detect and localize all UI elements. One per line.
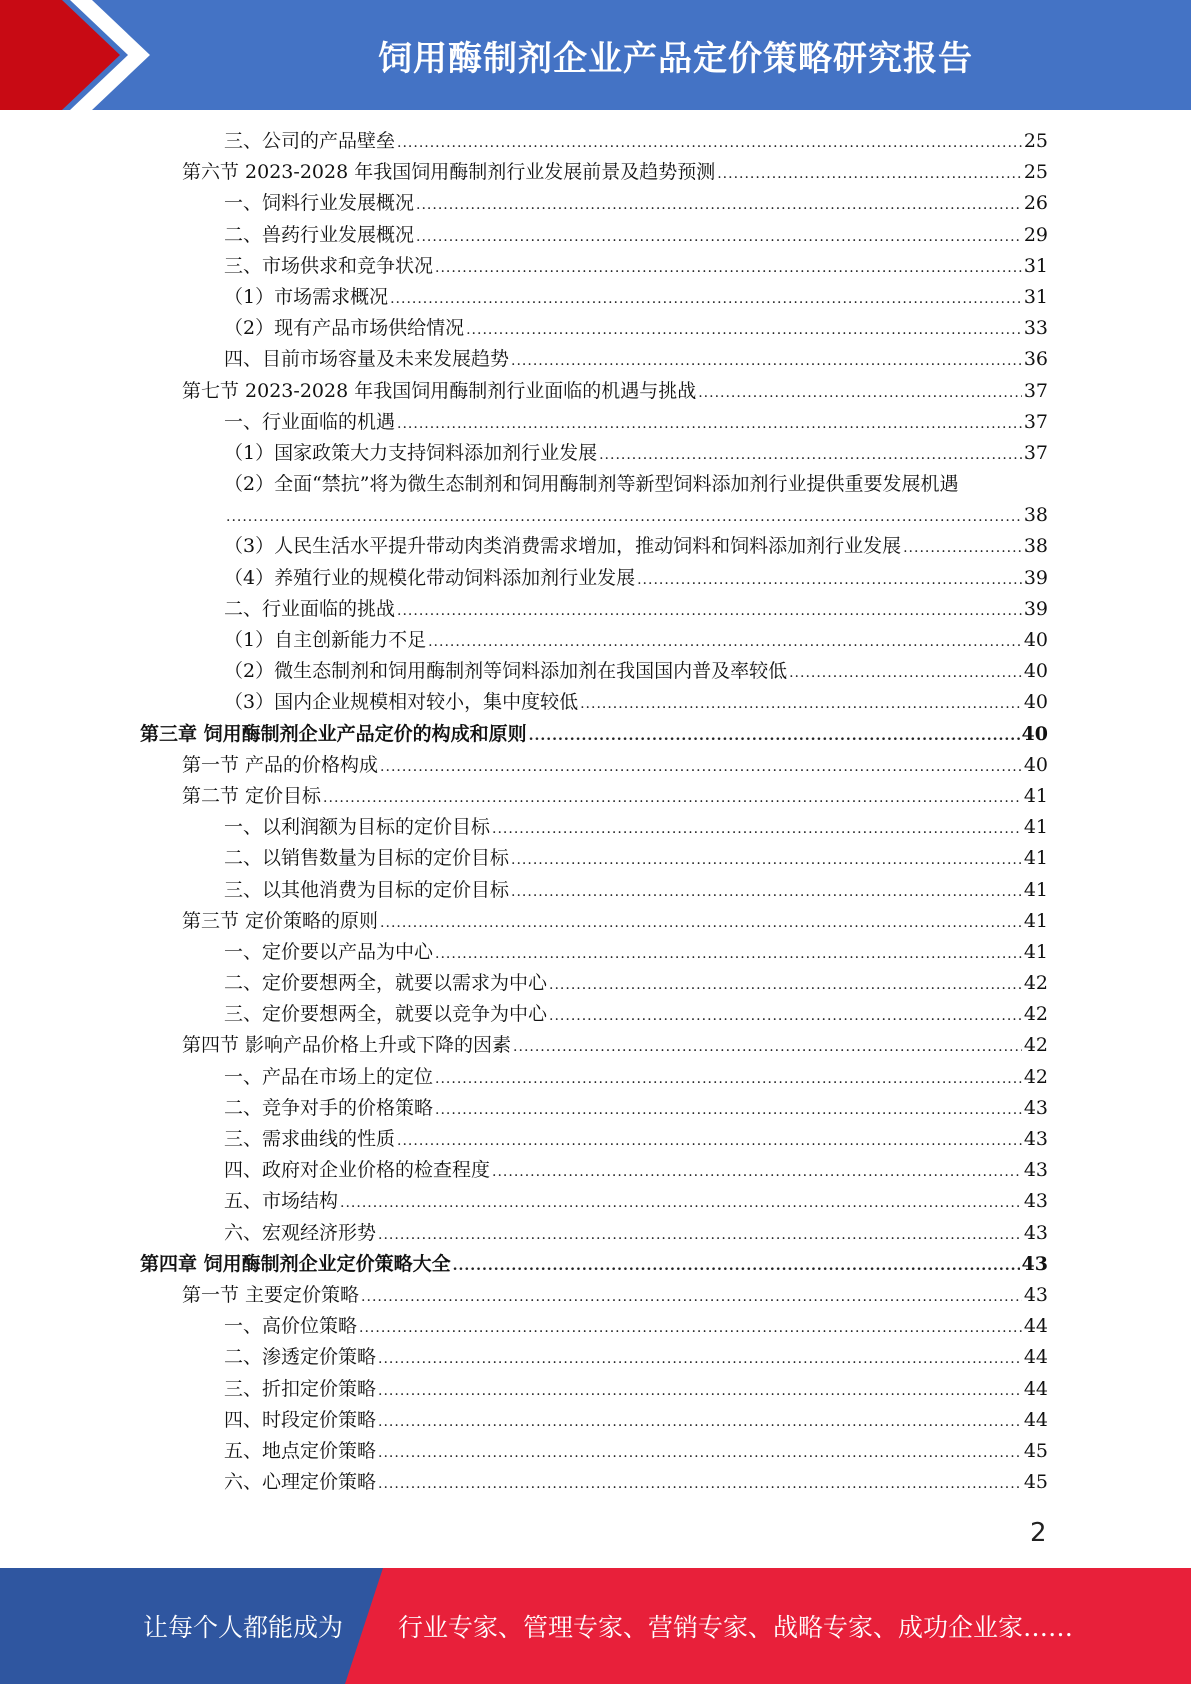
toc-leader-dots: [378, 1469, 1022, 1500]
toc-page-number: 41: [1023, 847, 1048, 870]
toc-page-number: 39: [1023, 597, 1048, 620]
toc-page-number: 41: [1023, 909, 1048, 932]
toc-page-number: 41: [1023, 878, 1048, 901]
toc-entry[interactable]: [140, 438, 1048, 469]
toc-leader-dots: [453, 1251, 1020, 1282]
toc-entry-text: 二、渗透定价策略: [224, 1346, 377, 1369]
toc-leader-dots: [789, 658, 1022, 689]
toc-entry-text: 一、饲料行业发展概况: [224, 192, 415, 215]
toc-leader-dots: [359, 1313, 1022, 1344]
toc-leader-dots: [380, 752, 1022, 783]
toc-page-number: 37: [1023, 379, 1048, 402]
toc-leader-dots: [529, 721, 1020, 752]
toc-entry-text: 一、产品在市场上的定位: [224, 1065, 434, 1088]
toc-page-number: 26: [1023, 192, 1048, 215]
toc-leader-dots: [397, 409, 1022, 440]
page-number: 2: [1030, 1518, 1047, 1548]
toc-entry-text: 一、以利润额为目标的定价目标: [224, 816, 491, 839]
toc-entry[interactable]: [140, 126, 1048, 157]
toc-entry-text: 二、定价要想两全，就要以需求为中心: [224, 972, 548, 995]
toc-entry-text: 第六节 2023-2028 年我国饲用酶制剂行业发展前景及趋势预测: [182, 161, 716, 184]
toc-entry-text: （2）全面“禁抗”将为微生态制剂和饲用酶制剂等新型饲料添加剂行业提供重要发展机遇: [224, 473, 959, 496]
toc-entry[interactable]: [140, 1030, 1048, 1061]
toc-entry[interactable]: [140, 1249, 1048, 1280]
toc-page-number: 44: [1023, 1377, 1048, 1400]
toc-entry-text: 一、高价位策略: [224, 1315, 358, 1338]
toc-page-number: 37: [1023, 441, 1048, 464]
toc-entry-text: 三、定价要想两全，就要以竞争为中心: [224, 1003, 548, 1026]
toc-entry-text: 第一节 产品的价格构成: [182, 753, 379, 776]
toc-leader-dots: [416, 222, 1022, 253]
toc-entry[interactable]: [140, 875, 1048, 906]
toc-entry[interactable]: [140, 968, 1048, 999]
toc-leader-dots: [428, 627, 1022, 658]
toc-entry[interactable]: [140, 999, 1048, 1030]
toc-page-number: 40: [1021, 722, 1048, 745]
toc-leader-dots: [717, 159, 1022, 190]
toc-page-number: 33: [1023, 317, 1048, 340]
toc-entry[interactable]: [140, 344, 1048, 375]
toc-entry[interactable]: [140, 906, 1048, 937]
toc-entry[interactable]: [140, 1342, 1048, 1373]
toc-page-number: 40: [1023, 753, 1048, 776]
toc-leader-dots: [492, 1157, 1022, 1188]
toc-entry-text: 第三章 饲用酶制剂企业产品定价的构成和原则: [140, 722, 527, 745]
toc-leader-dots: [361, 1282, 1022, 1313]
toc-page-number: 37: [1023, 410, 1048, 433]
toc-page-number: 42: [1023, 1003, 1048, 1026]
toc-entry-text: 四、时段定价策略: [224, 1408, 377, 1431]
toc-entry-text: 二、以销售数量为目标的定价目标: [224, 847, 510, 870]
toc-entry-text: 第一节 主要定价策略: [182, 1283, 360, 1306]
toc-page-number: 36: [1023, 348, 1048, 371]
toc-entry[interactable]: [140, 157, 1048, 188]
toc-entry[interactable]: [140, 687, 1048, 718]
toc-page-number: 43: [1023, 1096, 1048, 1119]
toc-leader-dots: [435, 1095, 1022, 1126]
toc-entry[interactable]: [140, 1374, 1048, 1405]
toc-page-number: 39: [1023, 566, 1048, 589]
table-of-contents: [140, 126, 1048, 1498]
toc-leader-dots: [511, 845, 1022, 876]
toc-entry-text: 二、行业面临的挑战: [224, 597, 396, 620]
toc-entry-text: 六、宏观经济形势: [224, 1221, 377, 1244]
toc-entry[interactable]: [140, 812, 1048, 843]
page-header: [0, 0, 1191, 110]
toc-entry[interactable]: [140, 1436, 1048, 1467]
toc-leader-dots: [378, 1438, 1022, 1469]
toc-entry-text: （1）自主创新能力不足: [224, 629, 427, 652]
toc-leader-dots: [378, 1376, 1022, 1407]
toc-entry-text: （2）微生态制剂和饲用酶制剂等饲料添加剂在我国国内普及率较低: [224, 660, 788, 683]
toc-entry-text: 一、定价要以产品为中心: [224, 940, 434, 963]
toc-leader-dots: [511, 346, 1022, 377]
toc-leader-dots: [435, 1064, 1022, 1095]
toc-entry[interactable]: [140, 843, 1048, 874]
toc-page-number: 44: [1023, 1315, 1048, 1338]
toc-page-number: 43: [1023, 1221, 1048, 1244]
toc-page-number: 29: [1023, 223, 1048, 246]
toc-leader-dots: [378, 1220, 1022, 1251]
toc-leader-dots: [513, 1032, 1022, 1063]
toc-page-number: 43: [1023, 1159, 1048, 1182]
toc-entry[interactable]: [140, 531, 1048, 562]
toc-page-number: 25: [1023, 161, 1048, 184]
toc-entry[interactable]: [140, 1405, 1048, 1436]
toc-page-number: 41: [1023, 784, 1048, 807]
toc-entry[interactable]: [140, 937, 1048, 968]
toc-entry-text: 第二节 定价目标: [182, 784, 322, 807]
toc-entry[interactable]: [140, 1311, 1048, 1342]
toc-entry[interactable]: [140, 313, 1048, 344]
toc-leader-dots: [637, 565, 1022, 596]
toc-entry[interactable]: [140, 781, 1048, 812]
toc-entry[interactable]: [140, 1218, 1048, 1249]
toc-leader-dots: [323, 783, 1022, 814]
toc-page-number: 43: [1023, 1190, 1048, 1213]
toc-entry-text: 五、地点定价策略: [224, 1439, 377, 1462]
toc-entry-text: 第三节 定价策略的原则: [182, 909, 379, 932]
toc-leader-dots: [378, 1407, 1022, 1438]
toc-leader-dots: [549, 970, 1022, 1001]
toc-leader-dots: [435, 939, 1022, 970]
toc-entry-text: （1）市场需求概况: [224, 285, 389, 308]
toc-entry[interactable]: [140, 1467, 1048, 1498]
toc-entry-text: 二、兽药行业发展概况: [224, 223, 415, 246]
toc-page-number: 31: [1023, 285, 1048, 308]
toc-entry-text: 五、市场结构: [224, 1190, 339, 1213]
toc-page-number: 40: [1023, 629, 1048, 652]
toc-leader-dots: [435, 253, 1022, 284]
toc-entry[interactable]: [140, 1062, 1048, 1093]
toc-page-number: 43: [1023, 1128, 1048, 1151]
footer-slogan-left: 让每个人都能成为: [143, 1613, 344, 1642]
toc-entry-text: 三、折扣定价策略: [224, 1377, 377, 1400]
toc-page-number: 31: [1023, 254, 1048, 277]
toc-leader-dots: [416, 190, 1022, 221]
toc-page-number: 38: [1023, 504, 1048, 527]
toc-page-number: 25: [1023, 130, 1048, 152]
toc-leader-dots: [599, 440, 1022, 471]
toc-entry[interactable]: [140, 1280, 1048, 1311]
page-footer: [0, 1568, 1191, 1684]
toc-leader-dots: [492, 814, 1022, 845]
toc-entry-text: 三、公司的产品壁垒: [224, 130, 396, 152]
chevron-arrow-icon: [0, 0, 160, 110]
toc-leader-dots: [698, 378, 1022, 409]
toc-entry-text: （4）养殖行业的规模化带动饲料添加剂行业发展: [224, 566, 636, 589]
toc-page-number: 41: [1023, 816, 1048, 839]
toc-entry-text: 三、市场供求和竞争状况: [224, 254, 434, 277]
toc-leader-dots: [340, 1188, 1022, 1219]
toc-leader-dots: [380, 908, 1022, 939]
toc-page-number: 38: [1023, 535, 1048, 558]
report-title: 饲用酶制剂企业产品定价策略研究报告: [378, 38, 973, 79]
toc-leader-dots: [378, 1344, 1022, 1375]
toc-page-number: 44: [1023, 1408, 1048, 1431]
toc-page-number: 40: [1023, 691, 1048, 714]
toc-leader-dots: [903, 533, 1022, 564]
toc-entry[interactable]: [140, 220, 1048, 251]
toc-page-number: 44: [1023, 1346, 1048, 1369]
toc-page-number: 42: [1023, 972, 1048, 995]
toc-entry-text: （1）国家政策大力支持饲料添加剂行业发展: [224, 441, 598, 464]
toc-page-number: 42: [1023, 1065, 1048, 1088]
toc-leader-dots: [511, 877, 1022, 908]
toc-entry[interactable]: [140, 1093, 1048, 1124]
toc-page-number: 42: [1023, 1034, 1048, 1057]
toc-page-number: 45: [1023, 1471, 1048, 1494]
toc-entry-text: 六、心理定价策略: [224, 1471, 377, 1494]
toc-entry[interactable]: [140, 750, 1048, 781]
toc-entry[interactable]: [140, 719, 1048, 750]
toc-leader-dots: [549, 1001, 1022, 1032]
toc-entry[interactable]: [140, 282, 1048, 313]
toc-page-number: 43: [1023, 1283, 1048, 1306]
toc-entry-text: 三、需求曲线的性质: [224, 1128, 396, 1151]
toc-leader-dots: [226, 502, 1022, 533]
toc-entry-text: 四、目前市场容量及未来发展趋势: [224, 348, 510, 371]
toc-page-number: 40: [1023, 660, 1048, 683]
toc-entry[interactable]: [140, 656, 1048, 687]
toc-entry-text: 一、行业面临的机遇: [224, 410, 396, 433]
toc-leader-dots: [390, 284, 1022, 315]
toc-entry[interactable]: [140, 1155, 1048, 1186]
toc-entry-text: （2）现有产品市场供给情况: [224, 317, 465, 340]
toc-entry-text: 三、以其他消费为目标的定价目标: [224, 878, 510, 901]
toc-entry[interactable]: [140, 625, 1048, 656]
toc-entry[interactable]: [140, 251, 1048, 282]
toc-entry-text: 四、政府对企业价格的检查程度: [224, 1159, 491, 1182]
toc-leader-dots: [580, 689, 1022, 720]
toc-entry[interactable]: [140, 563, 1048, 594]
toc-entry[interactable]: [140, 1186, 1048, 1217]
toc-leader-dots: [397, 596, 1022, 627]
toc-page-number: 43: [1021, 1252, 1048, 1275]
toc-entry-text: 二、竞争对手的价格策略: [224, 1096, 434, 1119]
toc-entry-text: （3）国内企业规模相对较小，集中度较低: [224, 691, 579, 714]
toc-leader-dots: [397, 1126, 1022, 1157]
toc-entry[interactable]: [140, 376, 1048, 407]
footer-slogan-right: 行业专家、管理专家、营销专家、战略专家、成功企业家……: [398, 1613, 1074, 1642]
toc-entry[interactable]: [140, 1124, 1048, 1155]
toc-entry-text: 第四节 影响产品价格上升或下降的因素: [182, 1034, 512, 1057]
toc-page-number: 45: [1023, 1439, 1048, 1462]
toc-entry-text: 第七节 2023-2028 年我国饲用酶制剂行业面临的机遇与挑战: [182, 379, 697, 402]
toc-entry-text: （3）人民生活水平提升带动肉类消费需求增加，推动饲料和饲料添加剂行业发展: [224, 535, 902, 558]
toc-leader-dots: [466, 315, 1022, 346]
toc-entry-text: 第四章 饲用酶制剂企业定价策略大全: [140, 1252, 451, 1275]
toc-page-number: 41: [1023, 940, 1048, 963]
toc-entry[interactable]: [140, 407, 1048, 438]
toc-entry[interactable]: [140, 188, 1048, 219]
toc-entry[interactable]: [140, 594, 1048, 625]
toc-entry[interactable]: [140, 469, 1048, 531]
toc-leader-dots: [397, 128, 1022, 159]
